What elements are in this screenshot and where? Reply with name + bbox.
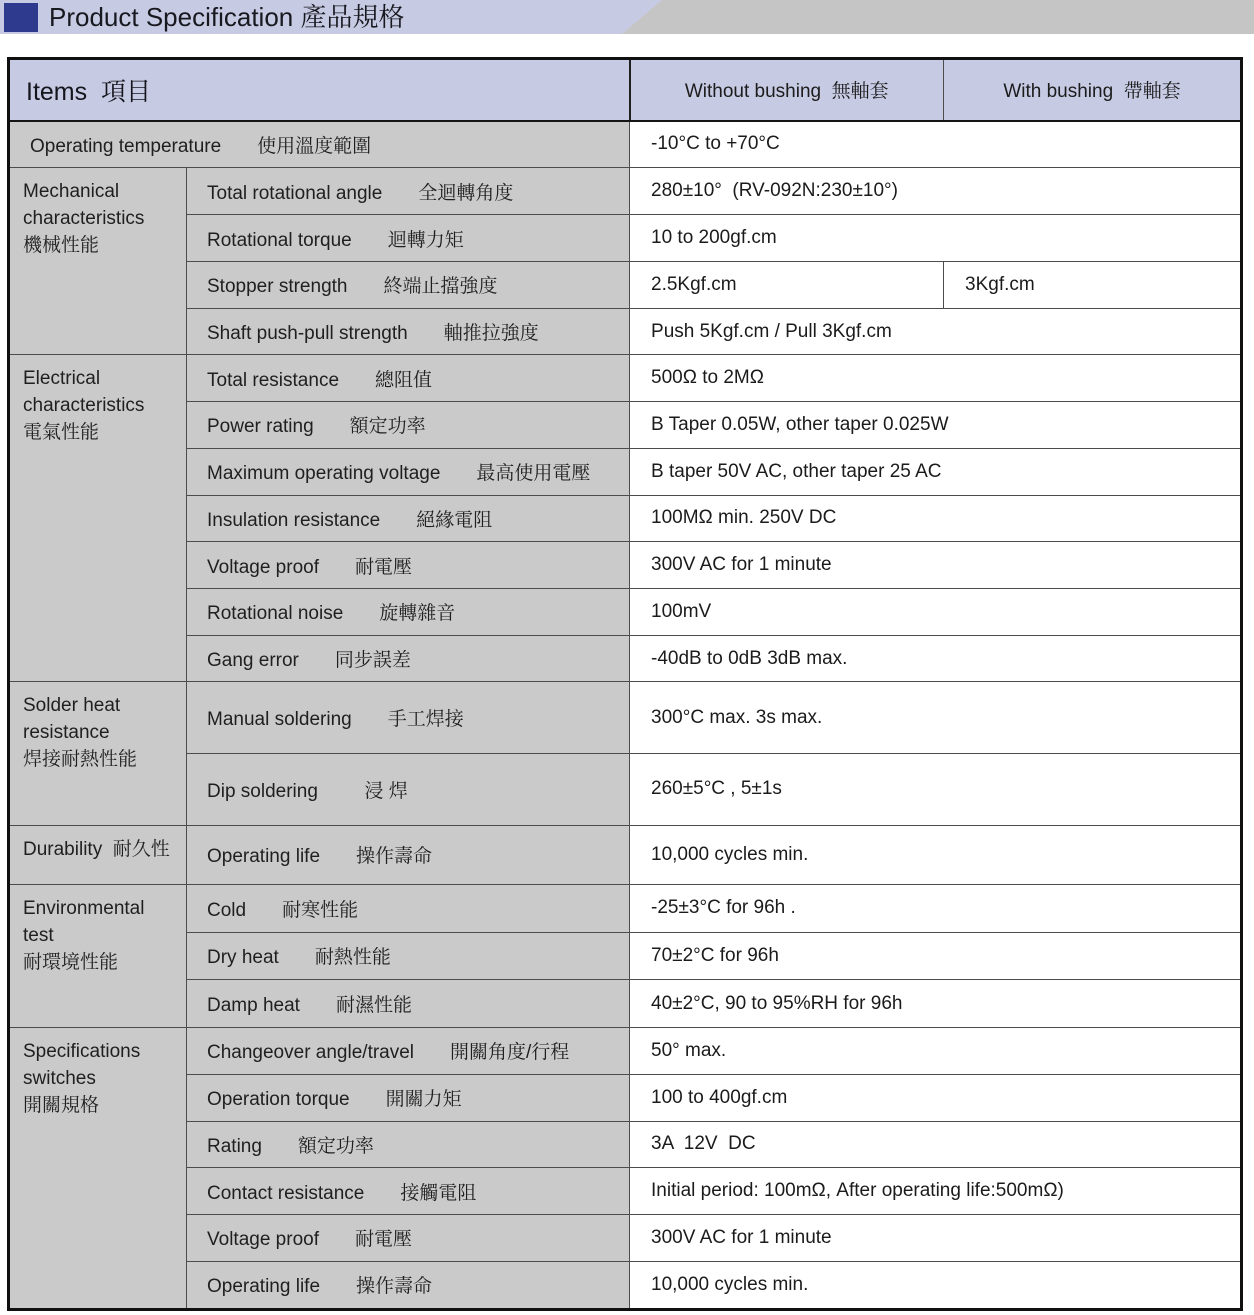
item-label-zh: 額定功率	[349, 416, 426, 438]
item-label-zh: 耐電壓	[354, 556, 412, 578]
item-label-cell	[187, 542, 630, 589]
item-label-en: Manual soldering	[207, 709, 352, 731]
value-cell: 100mV	[630, 588, 1242, 635]
item-label-cell	[187, 308, 630, 355]
item-label-en: Operation torque	[207, 1089, 350, 1111]
value-cell: 50° max.	[630, 1028, 1242, 1075]
table-row	[9, 1074, 1242, 1121]
table-row	[9, 355, 1242, 402]
header-square-icon	[4, 3, 38, 32]
item-label-zh: 迴轉力矩	[387, 229, 464, 251]
value-cell: 260±5°C , 5±1s	[630, 754, 1242, 826]
item-label-en: Operating life	[207, 846, 321, 868]
without-bushing-header-cell: Without bushing 無軸套	[630, 59, 944, 121]
item-label-cell	[187, 168, 630, 215]
value-cell: 100MΩ min. 250V DC	[630, 495, 1242, 542]
table-header-row	[9, 59, 1242, 121]
item-label-cell	[187, 402, 630, 449]
item-label-cell	[187, 635, 630, 682]
item-label-cell	[9, 121, 630, 168]
item-label-cell	[187, 754, 630, 826]
item-label-zh: 旋轉雜音	[379, 603, 456, 625]
category-line: 電氣性能	[23, 422, 100, 444]
item-label-cell	[187, 932, 630, 980]
item-label-cell	[187, 980, 630, 1028]
page-header	[0, 0, 1254, 34]
spec-table	[7, 57, 1243, 1311]
category-line: Solder heat	[23, 695, 121, 717]
with-bushing-header-cell: With bushing 帶軸套	[944, 59, 1242, 121]
item-label-cell	[187, 825, 630, 884]
category-line: characteristics	[23, 395, 145, 417]
value-cell: 10 to 200gf.cm	[630, 215, 1242, 262]
item-label-cell	[187, 1168, 630, 1215]
table-row	[9, 215, 1242, 262]
table-row	[9, 1121, 1242, 1168]
item-label-en: Total resistance	[207, 369, 340, 391]
value-cell: 300°C max. 3s max.	[630, 682, 1242, 754]
value-cell: 500Ω to 2MΩ	[630, 355, 1242, 402]
value-cell: B taper 50V AC, other taper 25 AC	[630, 448, 1242, 495]
item-label-zh: 耐電壓	[354, 1229, 412, 1251]
item-label-zh: 手工焊接	[387, 709, 464, 731]
value-cell: 10,000 cycles min.	[630, 1261, 1242, 1309]
value-cell: 300V AC for 1 minute	[630, 1214, 1242, 1261]
value-cell: 3A 12V DC	[630, 1121, 1242, 1168]
item-label-zh: 操作壽命	[356, 846, 433, 868]
value-cell-with-bushing: 3Kgf.cm	[944, 261, 1242, 308]
table-row	[9, 448, 1242, 495]
item-label-zh: 浸 焊	[353, 780, 408, 802]
item-label-en: Operating temperature	[30, 135, 222, 157]
value-cell: 40±2°C, 90 to 95%RH for 96h	[630, 980, 1242, 1028]
category-line: Environmental	[23, 897, 145, 919]
category-line: 開關規格	[23, 1095, 100, 1117]
item-label-en: Total rotational angle	[207, 182, 383, 204]
value-cell: -25±3°C for 96h .	[630, 884, 1242, 932]
items-header-cell: Items 項目	[9, 59, 630, 121]
value-cell: Push 5Kgf.cm / Pull 3Kgf.cm	[630, 308, 1242, 355]
item-label-zh: 開關角度/行程	[450, 1042, 570, 1064]
item-label-en: Gang error	[207, 650, 299, 672]
item-label-en: Rating	[207, 1135, 262, 1157]
value-cell: 10,000 cycles min.	[630, 825, 1242, 884]
item-label-en: Dry heat	[207, 947, 279, 969]
item-label-cell	[187, 1214, 630, 1261]
table-row	[9, 635, 1242, 682]
item-label-zh: 開關力矩	[385, 1089, 462, 1111]
table-row	[9, 825, 1242, 884]
category-cell	[9, 355, 187, 682]
item-label-zh: 使用溫度範圍	[257, 135, 372, 157]
table-row	[9, 754, 1242, 826]
item-label-zh: 接觸電阻	[400, 1182, 477, 1204]
category-line: Mechanical	[23, 181, 120, 203]
item-label-cell	[187, 495, 630, 542]
value-cell: 280±10° (RV-092N:230±10°)	[630, 168, 1242, 215]
table-row	[9, 1028, 1242, 1075]
table-row	[9, 588, 1242, 635]
item-label-en: Cold	[207, 899, 247, 921]
table-row	[9, 495, 1242, 542]
item-label-zh: 全迴轉角度	[418, 182, 514, 204]
value-cell: Initial period: 100mΩ, After operating life:500mΩ)	[630, 1168, 1242, 1215]
category-line: Electrical	[23, 368, 101, 390]
item-label-zh: 耐寒性能	[282, 899, 359, 921]
category-line: switches	[23, 1068, 96, 1090]
item-label-cell	[187, 1074, 630, 1121]
item-label-zh: 絕緣電阻	[416, 509, 493, 531]
table-row	[9, 884, 1242, 932]
category-line: characteristics	[23, 208, 145, 230]
item-label-cell	[187, 588, 630, 635]
table-row	[9, 402, 1242, 449]
item-label-zh: 軸推拉強度	[443, 323, 539, 344]
category-line: Durability 耐久性	[23, 838, 170, 860]
table-row	[9, 932, 1242, 980]
table-row	[9, 682, 1242, 754]
item-label-zh: 額定功率	[297, 1135, 374, 1157]
category-cell	[9, 825, 187, 884]
item-label-cell	[187, 355, 630, 402]
table-row	[9, 980, 1242, 1028]
item-label-en: Contact resistance	[207, 1182, 365, 1204]
table-row	[9, 308, 1242, 355]
table-row	[9, 1214, 1242, 1261]
category-line: 耐環境性能	[23, 951, 119, 973]
item-label-cell	[187, 215, 630, 262]
category-cell	[9, 682, 187, 825]
table-row	[9, 261, 1242, 308]
category-line: test	[23, 924, 54, 946]
item-label-en: Shaft push-pull strength	[207, 323, 408, 344]
item-label-zh: 耐濕性能	[335, 995, 412, 1017]
item-label-cell	[187, 1121, 630, 1168]
category-cell	[9, 1028, 187, 1310]
item-label-cell	[187, 884, 630, 932]
item-label-en: Damp heat	[207, 995, 300, 1017]
item-label-cell	[187, 261, 630, 308]
spec-table-body	[9, 121, 1242, 1310]
page-title: Product Specification 產品規格	[49, 2, 405, 32]
table-row	[9, 121, 1242, 168]
value-cell: -40dB to 0dB 3dB max.	[630, 635, 1242, 682]
item-label-zh: 總阻值	[375, 369, 433, 391]
value-cell: 300V AC for 1 minute	[630, 542, 1242, 589]
category-line: 焊接耐熱性能	[23, 749, 138, 771]
item-label-en: Insulation resistance	[207, 509, 381, 531]
category-line: Specifications	[23, 1041, 141, 1063]
table-row	[9, 542, 1242, 589]
item-label-cell	[187, 1028, 630, 1075]
item-label-en: Maximum operating voltage	[207, 463, 441, 485]
category-line: resistance	[23, 722, 110, 744]
value-cell: 100 to 400gf.cm	[630, 1074, 1242, 1121]
item-label-cell	[187, 448, 630, 495]
table-row	[9, 168, 1242, 215]
item-label-cell	[187, 682, 630, 754]
category-cell	[9, 168, 187, 355]
value-cell: 70±2°C for 96h	[630, 932, 1242, 980]
item-label-en: Stopper strength	[207, 276, 348, 298]
item-label-en: Rotational torque	[207, 229, 352, 251]
table-row	[9, 1168, 1242, 1215]
item-label-en: Voltage proof	[207, 556, 319, 578]
item-label-zh: 終端止擋強度	[383, 276, 498, 298]
item-label-en: Rotational noise	[207, 603, 344, 625]
item-label-en: Operating life	[207, 1276, 321, 1298]
item-label-en: Power rating	[207, 416, 314, 438]
item-label-cell	[187, 1261, 630, 1309]
value-cell: -10°C to +70°C	[630, 121, 1242, 168]
item-label-zh: 最高使用電壓	[476, 463, 591, 485]
value-cell-without-bushing: 2.5Kgf.cm	[630, 261, 944, 308]
item-label-en: Voltage proof	[207, 1229, 319, 1251]
category-line: 機械性能	[23, 235, 100, 257]
table-row	[9, 1261, 1242, 1309]
value-cell: B Taper 0.05W, other taper 0.025W	[630, 402, 1242, 449]
item-label-en: Changeover angle/travel	[207, 1042, 415, 1064]
item-label-en: Dip soldering	[207, 780, 318, 802]
item-label-zh: 耐熱性能	[314, 947, 391, 969]
item-label-zh: 同步誤差	[334, 650, 411, 672]
category-cell	[9, 884, 187, 1027]
item-label-zh: 操作壽命	[356, 1276, 433, 1298]
